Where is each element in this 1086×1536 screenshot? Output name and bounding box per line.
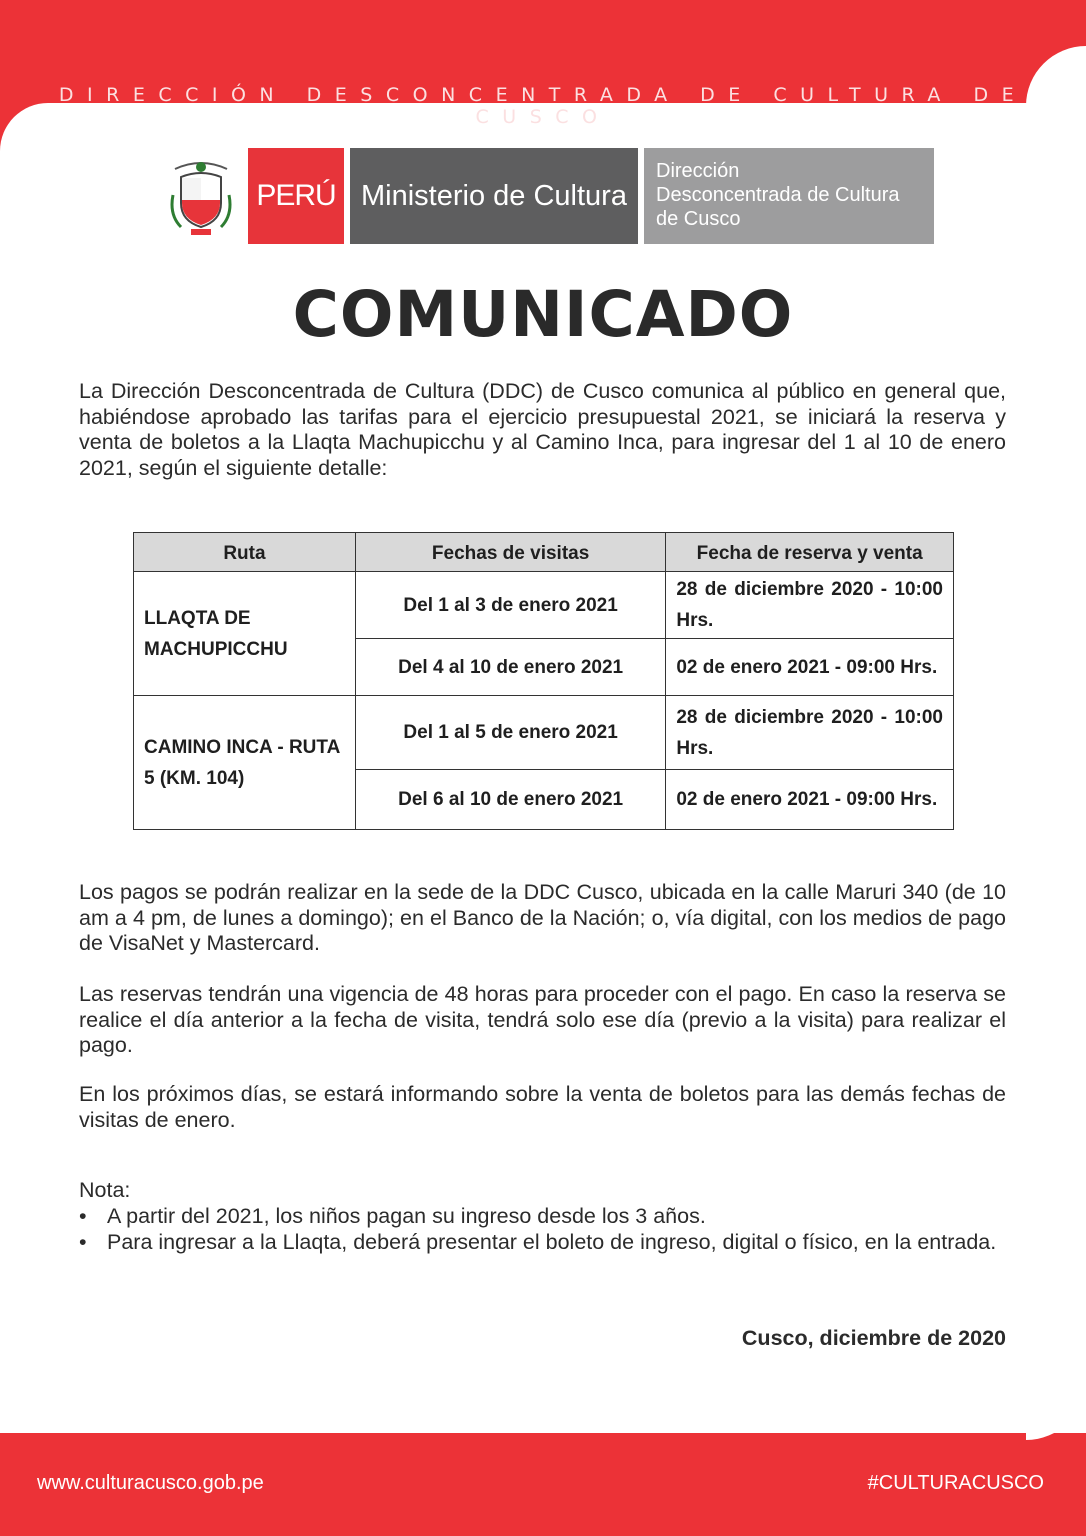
page-title: COMUNICADO bbox=[292, 278, 794, 351]
upcoming-paragraph: En los próximos días, se estará informando sobre la venta de boletos para las demás fechas de visitas de enero. bbox=[79, 1082, 1006, 1132]
list-item bbox=[79, 1204, 1006, 1230]
note-text: A partir del 2021, los niños pagan su ingreso desde los 3 años. bbox=[107, 1204, 706, 1228]
signature: Cusco, diciembre de 2020 bbox=[741, 1326, 1006, 1350]
logo-bar bbox=[166, 148, 934, 244]
table-row bbox=[134, 696, 954, 770]
ddc-logo bbox=[644, 148, 934, 244]
route-name: LLAQTA DE MACHUPICCHU bbox=[134, 572, 356, 696]
visit-dates: Del 1 al 5 de enero 2021 bbox=[355, 696, 665, 770]
route-name: CAMINO INCA - RUTA 5 (KM. 104) bbox=[134, 696, 356, 830]
ddc-line-1: Dirección bbox=[656, 160, 740, 182]
note-text: Para ingresar a la Llaqta, deberá presentar el boleto de ingreso, digital o físico, en la entrada. bbox=[107, 1229, 997, 1254]
sale-date: 02 de enero 2021 - 09:00 Hrs. bbox=[666, 639, 954, 696]
footer-website-link[interactable]: www.culturacusco.gob.pe bbox=[37, 1472, 264, 1494]
visit-dates: Del 6 al 10 de enero 2021 bbox=[355, 770, 665, 830]
header-banner: DIRECCIÓN DESCONCENTRADA DE CULTURA DE CUSCO bbox=[58, 84, 1028, 128]
visit-dates: Del 1 al 3 de enero 2021 bbox=[355, 572, 665, 639]
ddc-line-3: de Cusco bbox=[656, 208, 741, 230]
list-item bbox=[79, 1230, 1006, 1256]
table-row bbox=[134, 572, 954, 639]
sale-date: 28 de diciembre 2020 - 10:00 Hrs. bbox=[666, 696, 954, 770]
note-title: Nota: bbox=[79, 1178, 131, 1202]
ministerio-logo: Ministerio de Cultura bbox=[350, 148, 638, 244]
note-list bbox=[79, 1204, 1006, 1255]
bullet-icon: • bbox=[79, 1229, 87, 1254]
ddc-line-2: Desconcentrada de Cultura bbox=[656, 184, 900, 206]
rates-table bbox=[133, 532, 954, 830]
bullet-icon: • bbox=[79, 1204, 87, 1228]
column-header-visit-dates: Fechas de visitas bbox=[355, 533, 665, 572]
visit-dates: Del 4 al 10 de enero 2021 bbox=[355, 639, 665, 696]
coat-of-arms-icon bbox=[166, 148, 236, 244]
peru-logo: PERÚ bbox=[248, 148, 344, 244]
column-header-route: Ruta bbox=[134, 533, 356, 572]
reservations-paragraph: Las reservas tendrán una vigencia de 48 horas para proceder con el pago. En caso la reserva se realice el día anterior a la fecha de visita, tendrá solo ese día (previo a la visita) para realizar el pago. bbox=[79, 982, 1006, 1057]
sale-date: 28 de diciembre 2020 - 10:00 Hrs. bbox=[666, 572, 954, 639]
footer-hashtag: #CULTURACUSCO bbox=[867, 1472, 1044, 1494]
sale-date: 02 de enero 2021 - 09:00 Hrs. bbox=[666, 770, 954, 830]
intro-paragraph: La Dirección Desconcentrada de Cultura (DDC) de Cusco comunica al público en general que, habiéndose aprobado las tarifas para el ejercicio presupuestal 2021, se iniciará la reserva y venta de boletos a la Llaqta Machupicchu y al Camino Inca, para ingresar del 1 al 10 de enero 2021, según el siguiente detalle: bbox=[79, 379, 1006, 480]
table-header-row bbox=[134, 533, 954, 572]
column-header-sale-date: Fecha de reserva y venta bbox=[666, 533, 954, 572]
payments-paragraph: Los pagos se podrán realizar en la sede de la DDC Cusco, ubicada en la calle Maruri 340 (de 10 am a 4 pm, de lunes a domingo); en el Banco de la Nación; o, vía digital, con los medios de pago de VisaNet y Mastercard. bbox=[79, 880, 1006, 955]
